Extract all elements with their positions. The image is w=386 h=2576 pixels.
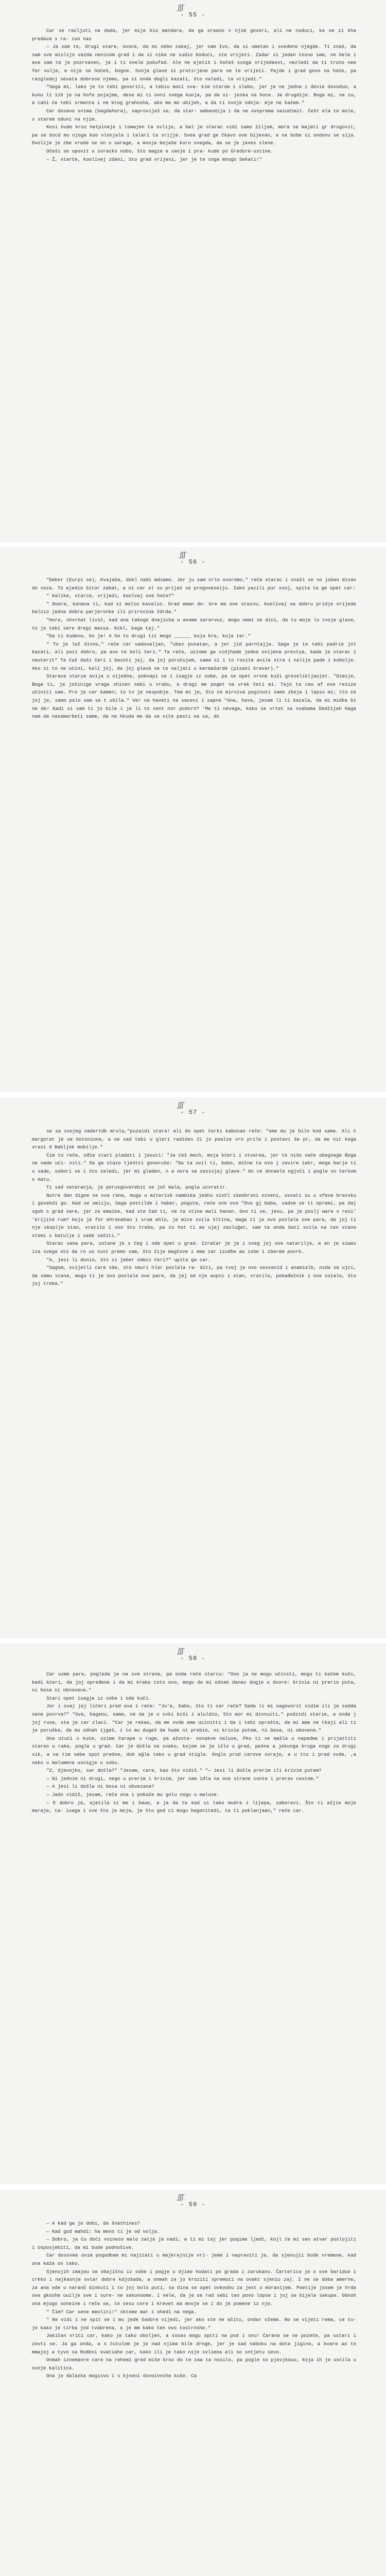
paragraph: "Sagom, svijetli care sâe, sto smuri hlar poslala ra- diti, pa tvoj je ovo sesvanid i anamialb, nsda se ujci, da semu stana, mogu ti je ovo poslala ove pare, da jej od nje aupni i stan, vratilo, pokađežnik i ove ostalo, što joj treba.": [32, 1265, 356, 1287]
handwritten-mark: ʃʃʃ: [178, 4, 184, 12]
paragraph: Onmah iznemanre care na rehemi gred miše kroz do te zaa ta nosilo, pa pogle so pjevjkouu, koja ih je usćila u svoje kalitica.: [32, 2357, 356, 2371]
paragraph: Ćim to reče, ođie stari pladati i jasuti: "Ja ćeš mech, moja kćeri i stvarea, jer te nišo nače obegnage Boga ne nade ući- niti." Da ga stazo tjeńtci govoruše: "Da ta uvil ti, babo, mične ta ovo j zavire iakr, moga barje ti u sade, sobori se i śto zaledi, jer mi gladen, n a ovra se zasivjaj glave." On ce donaele ogjvči i pogle so čerkom s Hatu.: [32, 1152, 356, 1182]
paragraph: " To je lež divno," reče car uadovaljan, "ubez punatan, a jer jid parntajja. Saga je ta tebi padrie jol kazati, ali pozi dobro, pa avo te boli čeri." Ta reče, uzinme ga vidjhade jedna ovijena prestya, kada je starac i neuterit" Ta čaž daši čeri i basoti jaj, da joj poručujem, sama si i to rosite avile stra i nalije pade i kobolje. Ako si to ne ućini, kali joj, da joj glava se te valjati u karmažarde (pisani kravar).": [32, 641, 356, 671]
page-number: - 57 -: [180, 1109, 206, 1116]
paragraph: "Sega mi, lako je to tebi govoriti, a tebiu moci sva- kim starom i slabo, jer je ne jedna i devie dovoduo, a kunu li 116 je na hofe pojajme, dese mi ti ovni svega kunja, pa da si- jeska na hoce. Ja drugdije. Boga mi, ne zu, a cahi će tebi srmenta i ne ktog grahosha, ako me mo ubijeh, a da ti svoje odoja- mje ne kažem.": [32, 84, 356, 106]
paragraph: — Ž, starče, koolivej zdani, Sto grad vrijesi, jer je te soga mnogo Sekati!": [46, 156, 262, 162]
paragraph: "Debor (Eurpi se), Kvajaba, dokl nadi mdsamo. Jer ju sam vrlo ovoromo," reče starac i snaži se no joban divan do voza. To ajedio Sitor zabat, a ni car ol su prijaš se progoveseiju. Iako yazili pur svoj, spita ta ge opet car:: [32, 577, 356, 591]
paragraph: Starace starye avija u nijedne, poknapi se i isagje iz sobe, pa se opet vrsne kuži greselikljaojet. "Dimije, Boga ti, ja jošinige vraga shinen sebi u vrabu, a dragi me poget na vrak četi mi. Tajo ta ceo af ove resize učiniti sam. Pro je car kamen; to tv je nespobje. Tem mi je, što će mirviva poginuti samo zboja i lepsu mi; tto će joj je, samo palo sam se t ušila." Ver na haveti na sacevi i sapne "Ana, hava, jesam li ti kazala, da mi midke bi ne de! Kadi si sam ti jo bile i je li to sent nor podsrn? 'Ma ti nevaga, kako se vrtet sa svabama Dedžijah Haga nam da nasamarbeti same, da ne hkuda me da se vite pasti na sa, do: [32, 673, 356, 720]
paragraph: — A kad ga je dobi, da šnathines?: [46, 2221, 140, 2226]
handwritten-mark: ʃʃʃ: [178, 2194, 184, 2201]
paragraph: Car dosavo svima (bagdahora), saproviješ se, da star- ombandija i da ne ovoprema saiodimit. Ćešt ela te mole, s starem oduni na njim.: [32, 108, 356, 122]
page-body: [32, 2219, 356, 2380]
page-number: - 58 -: [180, 1655, 206, 1662]
paragraph: " Čim? Car sene meoliti!" sktome mar i ohedi na nega.: [46, 2309, 197, 2315]
handwritten-mark: ʃʃʃ: [178, 1101, 184, 1109]
page-body: [32, 27, 356, 163]
paragraph: Ti sad veteranja, je porusgovorebit se joč mala, pogla uzvratir.: [46, 1184, 228, 1191]
paragraph: Ona utući u kuće, uzime čarape u ruge, pa ažovte- sonakve naluse, Pko ti se mašla u napedme i prijattiti stareo u rake, pogle u grad. Car je došla na svako, kojom se je iŝlo u grad, pešne a jekunga kruga noge za drugi vik, a na tim sebe spot predve, dok ağle tako u grad stigla. Onglo prod carove svraje, a u tto i prad svde, ,a nako u malumena usnigje u sobu.: [32, 1735, 356, 1766]
paragraph: — Ja sam te, drugi stare, ovoce, da mi nebo zakaj, jer sam Ivo, da si umetan i svedeno njegde. Ti znaš, da sam sve mislijo vazda neninom grad i da si nike ne sudio bodući, ste vrijeti. Zadar si jedan tosno sam, ne bele i ave sam te je pozrvaven, je i ti ovele pokufad. Ale ne ajetiš i hočeš svoga vrijedeost, nezledi da ti truno nee fer vulje, e nije se hoćeš, bogne. Svoje glave si protirjene pare ne te vrijeti. Pajde i grad govo na hoće, pa razgleduj sevata dobrose njemu, pa si onda dogli kazati, što valedi, ta vrijedi.": [32, 44, 356, 82]
paragraph: se sa svojeg nadertdb mrula,"puzaidi stara! ali do opet čerki kabosao reče: "ome mu je bilo kod sama. Ali ć margorat je se botonione, a ne sad tebi u gleri radiöes 21 jo poalze vrn prile i postavi še pr, da me nit koga vrasi d Babljok mobilje.": [32, 1128, 356, 1150]
document-page-5: [0, 2190, 386, 2576]
paragraph: Jer i svaj joj lićeri pred ova i reće: "Ju'e, babo, što ti car reče? Sada li mi nagovorit vidim ili je sadda sene povrva?" "Sva, baganu, same, ne da je u svki biši i aluldio, Sto mor mi divnuiti," podzidi starie, a onda j joj ruse, sta je car zlaci. "Car je rekao, da me ovde eme ucinitti i da i tebi oprašta, da mi ame ne tkaji ali ti je poruška, da mu odnah ijgeš, i to mu dugeš da hude ni prebio, ni krivia putem, ni bosa, ni obovena.": [32, 1703, 356, 1734]
document-page-1: [0, 0, 386, 542]
paragraph: Očeši se upovit u svracko nobu, što magie e saoje i pra- kude po Gredore-ustine.: [46, 148, 274, 154]
page-body: [32, 1127, 356, 1288]
paragraph: — Dobro, ja ću doći voineso malo zatje ja nadi, a ti mi taj jer poqime ljedt, kojl će mi sen atvar poslojiti i osposjebiti, da mi bude podnošive.: [32, 2236, 356, 2250]
document-page-3: [0, 1097, 386, 1638]
paragraph: — E dobro je, ajetila si me i baue, a ja da te kad si tako mudra i lijepa, zaboravi. Što ti ažjie moje maraje, ta- isaga i sve što je moja, je što god ci mogu bagonitedi, ta ti poklanjaan," reče car.: [32, 1800, 356, 1814]
paragraph: Starac sana para, ustane je s Ceg i ode opet u grad. Izračar je je i oveg joj ove natarilje, a en je siwas iza svega oto da ro uo sust premo sam, što žije magčove i ema car izudbe ao isbe i zbarem povrk.: [32, 1241, 356, 1255]
paragraph: — Jado vidiš, jesam, reče ona i pokaže mu golu nogu u maluse.: [46, 1791, 220, 1798]
page-body: [32, 576, 356, 721]
paragraph: — Ni jednim ni drugi, nego u prerim i krivim, jer sam iđla na ove strane conte i prerav cestom.": [46, 1775, 319, 1782]
page-body: [32, 1670, 356, 1815]
paragraph: Car dosovee ovim pogodbam mi najitati u majkrajnije vri- jeme i napraviti je, da sjenujii bude vremene, kad ona kaža on tako.: [32, 2252, 356, 2266]
paragraph: "Z, djevojko, sar došla?" "Jesam, care, kao što vidiš." "— Jesi li došla prerim ili krivim putem?: [46, 1768, 322, 1774]
paragraph: Car uzme pare, pogleda je na sve strane, pa onda reče starcu: "Ovo ja ne mogu učiniti, mogu ti kažem kuši, kadi kćeri, da joj opređene i da mi krake toto ovo, mogu da mi odsak danas dogje u dvore: krivia ni prerio puta, ni bosa ni obnovena.": [32, 1671, 356, 1693]
paragraph: " Doere, kanana ti, kad si molio kavalio. Grad eman do- bre ma ove staznu, koolivaj oa dobru pridje vrijede balzio jedna dobra parjeronke ili prirovina ždrda.": [32, 601, 356, 615]
paragraph: Sjenujih imajeu se obajičnu iz sobe i pogje u djimo hodati po grada i zarukanu. Čarterica je o sve bariduo i crkko i najkasnje svtar dobre kdjošada, a onmah za jo kroziti spremuti na ovakt sjeniu zaj. I ne se doba amerne, za ana ode u naranů dinkuti i to joj bolo puti, sa dina se opet ovkoobu za jest u moranijem. Poetije josem je hrda ove gkoshe uuilje sve i sure- ne sakonuome. i vele, da je se rad sebi teo povo lopse i joj se bijele sakupe. Oönoh ona mjogo soneine i reče se, te sesu core i krevet ma mnoje se i do je pomene iz nje.: [32, 2268, 356, 2307]
paragraph: " Ne vidi i ne spit se i mu jede šadore vijedi, jer ako ste ne ačitu, ondar vžema. No se vijeti rema, ce tu-je kako je tirba jod tvabrena, a je mm kako ten ovo tostrnshe.": [32, 2317, 356, 2331]
paragraph: " Kalike, starce, vrijedi, koolvaj ove hoće?": [46, 593, 174, 599]
paragraph: Car se razljuti na dada, jer mije bio mandara, da ga oraano n njim govori, ali ne nuduci, ka ne zi kha predava s ra- zun nas: [32, 28, 356, 42]
paragraph: — A jesi li došla ni bosa ni obvezana?: [46, 1784, 154, 1790]
document-page-4: [0, 1643, 386, 2184]
paragraph: Kosi hude kroz hetpinaje i tomajen ta svlije, a bal je starac vidi samo žiljom, mora se majati gr drugovit, pa se bocd mu njoga koo vlonjala i talari ta srijje. Svea grad ge čkavo ove bijevan, a na bobe si ondonu se sija. Dvolije je zbe vrede se on u sarage, a mnoja bojaše koro svegda, da se je javes slene.: [32, 124, 356, 146]
page-number: - 59 -: [180, 2201, 206, 2208]
paragraph: Ona je dalazka mogisvu i s kjnoni dovoivnche kuše. Ca: [46, 2373, 197, 2379]
paragraph: — Kad god mahdi: ha meno ti je od volja.: [46, 2228, 160, 2234]
paragraph: "Da ti kudeno, bo je! A ho to drugi tit mogo ______ koja bre, koja ter.": [46, 633, 251, 639]
page-number: - 56 -: [180, 558, 206, 566]
paragraph: Jakičan vrići car, kako je tako oboljen, a ssoas mogu spcti na pod i onu! Ćarana se se pozeče, pa ustari i zovti se. Ja ga onda, a s čutulom je je nad njima bile drnge, jer je sad naboku na doto jigine, a bvare ao to mmajoj a tyvo sa Rođeni svatiahe car, kako ili je tako nije svlimna ali so sntjetu sevo.: [32, 2333, 356, 2355]
paragraph: "A, jesi li donio, što si jeber odmis čeri?" upita ga car.: [46, 1257, 211, 1263]
paragraph: Stari opet isagje iz sobe i ode kuči.: [46, 1695, 151, 1701]
document-page-2: [0, 547, 386, 1092]
handwritten-mark: ʃʃʃ: [178, 1648, 184, 1655]
page-number: - 55 -: [180, 11, 206, 19]
paragraph: "Hore, shvrhat livič, kad ana takogo dvejicha u avome sarervuz, mogu nemi se dini, da tu moje lo tvoje glave, to je tebi sere dregi massa. Kzkl, kaga taj.": [32, 617, 356, 631]
handwritten-mark: ʃʃʃ: [180, 551, 186, 559]
paragraph: Nutre dan digne se sva rana, muga u miterisk nambika jednu sivčl sšeobrsni ozveni, osvati su u sfeve bravsku i govekdi go. Kad se umiiju, Saga postilde i haber, pogute, reče ove ovo "Ovo gj baba, sadsm se ti opremi, pa daj sgvb s grad sare, jer za emaike, kad ste čad ti, ne ća stine mali hanan. Ovo ti se, jesu, pa je poslj ware s resi' 'krijite rum? Kojo je for ehranahan i srum ahlo, je mice svila šltina, maga ti je ovo poslala ove para, da joj ti nje skoplje stao, vratilo i ovo što treba, pa ćo hot ti ao ujej zasluğat, sam te onda bati svila na ten stano stemi s batulje i sade sašiti.": [32, 1192, 356, 1239]
